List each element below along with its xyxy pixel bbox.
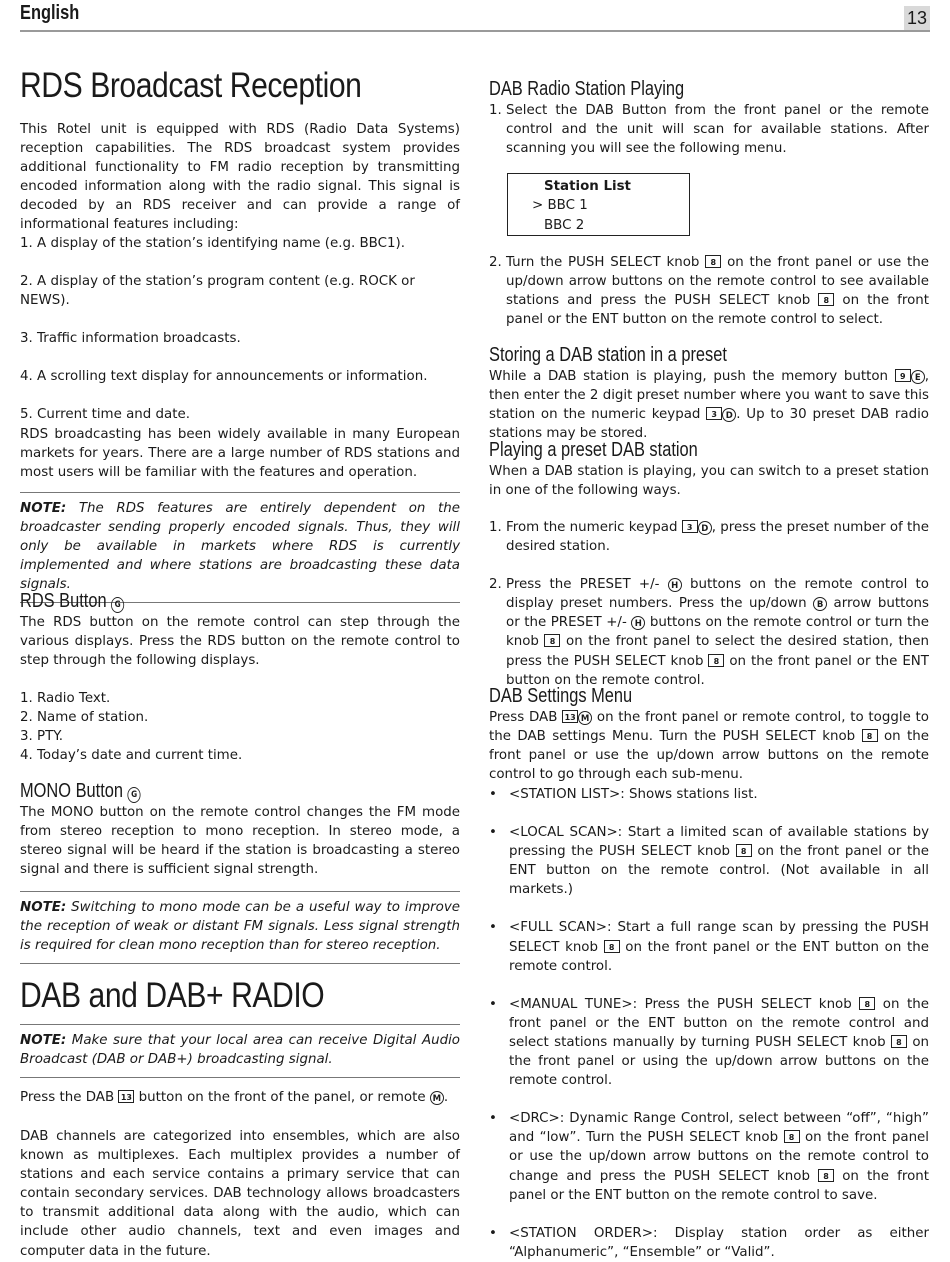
list-item: 2. Turn the PUSH SELECT knob 8 on the front panel or use the up/down arrow buttons on the remote control to see available stations and press the PUSH SELECT knob 8 on the front panel or the ENT button on the remote control to select.: [489, 255, 930, 328]
list-item: 1. Radio Text.: [20, 691, 111, 706]
list-item: 3. Traffic information broadcasts.: [20, 331, 241, 347]
text-span: on the front panel or the ENT button on the remote control.: [509, 939, 929, 974]
text-span: .: [443, 1090, 449, 1105]
remote-d-icon: D: [698, 521, 712, 535]
storing-text: [489, 367, 929, 443]
note-text: Make sure that your local area can receive Digital Audio Broadcast (DAB or DAB+) broadcasting signal.: [20, 1033, 460, 1068]
mono-button-title: MONO Button: [20, 780, 123, 802]
rds-button-title: RDS Button: [20, 590, 107, 612]
text-span: arrow buttons or the PRESET +/-: [506, 596, 929, 631]
station-list-title: Station List: [544, 179, 631, 194]
remote-e-icon: E: [911, 370, 925, 384]
bullet-icon: •: [489, 825, 497, 841]
knob-8-icon: 8: [544, 634, 560, 647]
text-span: Select the DAB Button from the front panel or the remote control and the unit will scan for available stations. After scanning you will see the following menu.: [506, 103, 929, 157]
note-text: The RDS features are entirely dependent on the broadcaster sending properly encoded signals. Thus, they will only be available in markets where RDS is currently implemented and where stations are broadcasting these data signals.: [20, 501, 460, 593]
note-rds-dependency: [20, 492, 460, 603]
playing-heading: DAB Radio Station Playing: [489, 78, 685, 100]
station-list-item: BBC 2: [544, 217, 585, 233]
text-span: . Up to 30 preset DAB radio stations may be stored.: [489, 407, 929, 442]
button-13-icon: 13: [118, 1090, 134, 1103]
remote-m-icon: M: [430, 1091, 444, 1105]
rds-display-list: [20, 689, 460, 765]
text-span: on the front panel to select the desired station, then press the PUSH SELECT knob: [506, 634, 929, 669]
storing-heading: Storing a DAB station in a preset: [489, 344, 727, 366]
knob-8-icon: 8: [708, 654, 724, 667]
text-span: While a DAB station is playing, push the memory button: [489, 369, 895, 384]
list-item: [489, 1109, 929, 1204]
text-span: From the numeric keypad: [506, 520, 682, 535]
preset-steps: [489, 518, 929, 690]
text-span: on the front panel or using the up/down arrow buttons on the remote control.: [509, 1034, 930, 1089]
remote-m-icon: M: [578, 711, 592, 725]
list-item: 2. A display of the station’s program content (e.g. ROCK or NEWS).: [20, 274, 415, 309]
text-span: Press DAB: [489, 710, 563, 725]
text-span: on the front panel or remote control, to toggle to the DAB settings Menu. Turn the PUSH SELECT knob: [489, 710, 929, 745]
remote-h-icon: H: [631, 616, 645, 630]
knob-8-icon: 8: [604, 940, 620, 953]
text-span: on the front panel or use the up/down arrow buttons on the remote control to see available stations and press the PUSH SELECT knob: [506, 255, 930, 309]
settings-options: [489, 785, 929, 1262]
ref-g-icon: G: [128, 787, 141, 803]
list-item: 3. PTY.: [20, 729, 64, 745]
bullet-icon: •: [489, 787, 497, 802]
bullet-icon: •: [489, 1225, 497, 1241]
bullet-icon: •: [489, 920, 497, 936]
bullet-icon: •: [489, 996, 497, 1012]
playing-steps-1: [489, 101, 929, 158]
text-span: <LOCAL SCAN>: Start a limited scan of available stations by pressing the PUSH SELECT knob: [509, 825, 929, 860]
text-span: on the front panel or the ENT button on the remote control to select.: [506, 293, 930, 328]
text-span: button on the front of the panel, or remote: [134, 1090, 430, 1105]
button-3-icon: 3: [706, 407, 722, 420]
note-label: NOTE:: [20, 1033, 67, 1048]
note-mono: [20, 891, 460, 964]
text-span: buttons on the remote control to display preset numbers. Press the up/down: [506, 577, 929, 612]
text-span: on the front panel or the ENT button on the remote control. (Not available in all markets.): [509, 844, 929, 898]
text-span: , then enter the 2 digit preset number where you want to save this station on the numeric keypad: [489, 369, 929, 423]
text-span: on the front panel or use the up/down arrow buttons on the remote control to go through each sub-menu.: [489, 729, 929, 783]
text-span: on the front panel or the ENT button on the remote control to save.: [509, 1168, 930, 1203]
playing-steps-2: [489, 253, 929, 329]
button-9-icon: 9: [895, 369, 911, 382]
station-list-menu: [507, 173, 690, 236]
button-13-icon: 13: [562, 710, 578, 723]
knob-8-icon: 8: [784, 1130, 800, 1143]
press-dab-text: [20, 1088, 460, 1107]
mono-button-text: The MONO button on the remote control changes the FM mode from stereo reception to mono reception. In stereo mode, a stereo signal will be heard if the station is broadcasting a stereo signal and there is sufficient signal strength.: [20, 805, 460, 878]
note-dab-signal: [20, 1024, 460, 1078]
rds-button-text: The RDS button on the remote control can step through the various displays. Press the RDS button on the remote control to step through the following displays.: [20, 615, 460, 669]
list-item: 1. Select the DAB Button from the front panel or the remote control and the unit will scan for available stations. After scanning you will see the following menu.: [489, 103, 929, 157]
text-span: on the front panel or use the up/down arrow buttons on the remote control to change and press the PUSH SELECT knob: [509, 1130, 930, 1184]
rds-availability: RDS broadcasting has been widely available in many European markets for years. There are a large number of RDS stations and most users will be familiar with the features and operation.: [20, 427, 460, 481]
knob-8-icon: 8: [736, 844, 752, 857]
rds-title: RDS Broadcast Reception: [20, 66, 362, 105]
button-3-icon: 3: [682, 520, 698, 533]
remote-h-icon: H: [668, 578, 682, 592]
rds-feature-list: [20, 234, 460, 425]
text-span: Press the PRESET +/-: [506, 577, 668, 593]
list-item: 2. Name of station.: [20, 710, 149, 726]
rds-button-heading: [20, 590, 124, 613]
remote-b-icon: B: [813, 597, 827, 611]
dab-channels-text: DAB channels are categorized into ensembles, which are also known as multiplexes. Each multiplex provides a number of stations and each service contains a primary service that can contain secondary services. DAB technology allows broadcasters to transmit additional data along with the audio, which can include other audio channels, text and even images and computer data in the future.: [20, 1129, 460, 1259]
list-item: [489, 995, 929, 1090]
list-item: 1. From the numeric keypad 3 D , press the preset number of the desired station.: [489, 520, 930, 555]
text-span: on the front panel or the ENT button on the remote control.: [506, 653, 929, 688]
note-text: Switching to mono mode can be a useful way to improve the reception of weak or distant FM signals. Less signal strength is required for clean mono reception than for stereo reception.: [20, 900, 460, 954]
station-list-item: > BBC 1: [532, 198, 588, 214]
list-item: 5. Current time and date.: [20, 407, 190, 423]
list-item: [489, 1224, 929, 1262]
knob-8-icon: 8: [818, 293, 834, 306]
note-label: NOTE:: [20, 501, 67, 516]
page-number: 13: [904, 6, 930, 30]
text-span: , press the preset number of the desired station.: [506, 520, 930, 555]
preset-heading: Playing a preset DAB station: [489, 439, 698, 461]
text-span: on the front panel or the ENT button on the remote control and select stations manually by turning PUSH SELECT knob: [509, 996, 929, 1050]
list-item: 2. Press the PRESET +/- H buttons on the remote control to display preset numbers. Press the up/down B arrow buttons or the PRESET +/- H buttons on the remote control or turn the knob 8 on the front panel to select the desired station, then press the PUSH SELECT knob 8 on the front panel or the ENT button on the remote control.: [489, 577, 929, 688]
dab-title: DAB and DAB+ RADIO: [20, 976, 325, 1015]
remote-d-icon: D: [722, 408, 736, 422]
list-item: [489, 785, 929, 804]
ref-g-icon: G: [111, 597, 124, 613]
text-span: buttons on the remote control or turn the knob: [506, 615, 929, 650]
header-rule: [20, 30, 930, 32]
text-span: Turn the PUSH SELECT knob: [506, 255, 706, 270]
text-span: <DRC>: Dynamic Range Control, select between “off”, “high” and “low”. Turn the PUSH SELECT knob: [509, 1111, 929, 1146]
list-item: [489, 918, 929, 975]
rds-intro: This Rotel unit is equipped with RDS (Radio Data Systems) reception capabilities. The RDS broadcast system provides additional functionality to FM radio reception by transmitting encoded information along with the radio signal. This signal is decoded by an RDS receiver and can provide a range of informational features including:: [20, 122, 460, 233]
knob-8-icon: 8: [891, 1035, 907, 1048]
knob-8-icon: 8: [859, 997, 875, 1010]
bullet-icon: •: [489, 1111, 497, 1127]
knob-8-icon: 8: [705, 255, 721, 268]
text-span: <STATION ORDER>: Display station order as either “Alphanumeric”, “Ensemble” or “Valid”.: [509, 1225, 929, 1260]
knob-8-icon: 8: [818, 1169, 834, 1182]
text-span: <MANUAL TUNE>: Press the PUSH SELECT knob: [509, 996, 860, 1012]
text-span: <FULL SCAN>: Start a full range scan by pressing the PUSH SELECT knob: [509, 920, 929, 955]
list-item: 4. A scrolling text display for announcements or information.: [20, 369, 428, 385]
settings-heading: DAB Settings Menu: [489, 685, 633, 707]
note-label: NOTE:: [20, 900, 67, 915]
settings-intro: [489, 708, 929, 784]
list-item: 1. A display of the station’s identifying name (e.g. BBC1).: [20, 236, 405, 251]
text-span: <STATION LIST>: Shows stations list.: [509, 787, 758, 802]
text-span: Press the DAB: [20, 1090, 119, 1105]
preset-intro: When a DAB station is playing, you can switch to a preset station in one of the following ways.: [489, 464, 929, 499]
list-item: [489, 823, 929, 899]
mono-button-heading: [20, 780, 141, 803]
knob-8-icon: 8: [862, 729, 878, 742]
header-language: English: [20, 2, 80, 24]
list-item: 4. Today’s date and current time.: [20, 748, 243, 764]
